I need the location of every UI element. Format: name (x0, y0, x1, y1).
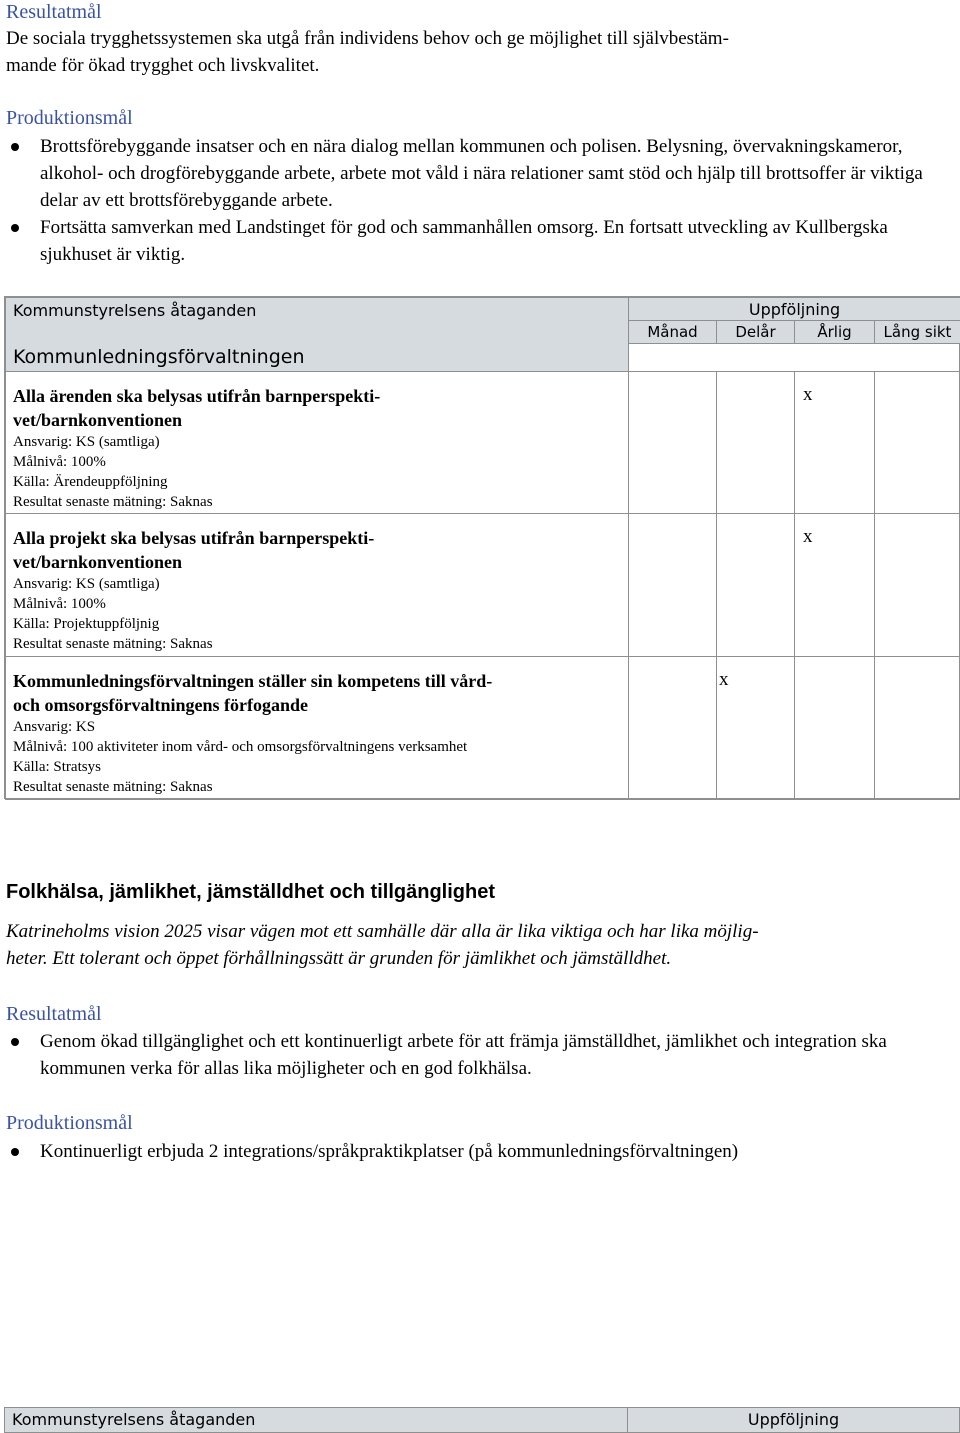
bullet-icon (11, 143, 19, 151)
row-resultat: Resultat senaste mätning: Saknas (13, 494, 213, 510)
row-ansvarig: Ansvarig: KS (samtliga) (13, 434, 160, 450)
column-header-manad: Månad (628, 320, 717, 344)
row-resultat: Resultat senaste mätning: Saknas (13, 779, 213, 795)
bullet-icon (11, 224, 19, 232)
table-row: Kommunledningsförvaltningen ställer sin kompetens till vård- och omsorgsförvaltningens förfogande Ansvarig: KS Målnivå: 100 aktiviteter inom vård- och omsorgsförvaltningens verksamhet Källa: Stratsys Resultat senaste mätning: Saknas (5, 656, 629, 800)
list-item: Kontinuerligt erbjuda 2 integrations/språkpraktikplatser (på kommunledningsförvaltningen) (6, 1138, 941, 1165)
x-mark: x (803, 526, 813, 547)
list-item: Brottsförebyggande insatser och en nära dialog mellan kommunen och polisen. Belysning, övervakningskameror, alkohol- och drogförebyggande arbete, arbete mot våld i nära relationer samt stöd och hjälp till brottsoffer är viktiga delar av ett brottsförebyggande arbete. (6, 133, 941, 214)
header-kommunledningsforvaltningen: Kommunledningsförvaltningen (13, 346, 305, 368)
row-kalla: Källa: Stratsys (13, 759, 101, 775)
row-kalla: Källa: Ärendeuppföljning (13, 474, 168, 490)
row-mark-cell (716, 656, 795, 800)
table-header-left (5, 297, 629, 372)
header-kommunstyrelsens-ataganden-2: Kommunstyrelsens åtaganden (12, 1410, 256, 1429)
produktionsmal-list (6, 133, 941, 268)
column-header-delar: Delår (716, 320, 795, 344)
resultatmal-list (6, 1028, 941, 1082)
resultatmal-text-line1: De sociala trygghetssystemen ska utgå från individens behov och ge möjlighet till självbestäm- (6, 28, 729, 49)
produktionsmal-heading: Produktionsmål (6, 107, 133, 129)
list-item: Genom ökad tillgänglighet och ett kontinuerligt arbete för att främja jämställdhet, jämlikhet och integration ska kommunen verka för allas lika möjligheter och en god folkhälsa. (6, 1028, 941, 1082)
vision-text: Katrineholms vision 2025 visar vägen mot ett samhälle där alla är lika viktiga och har lika möjlig- heter. Ett tolerant och öppet förhållningssätt är grunden för jämlikhet och jämställdhet. (6, 921, 759, 969)
resultatmal-text (6, 25, 946, 79)
column-header-lang-sikt: Lång sikt (874, 320, 960, 344)
row-malniva: Målnivå: 100 aktiviteter inom vård- och omsorgsförvaltningens verksamhet (13, 739, 468, 755)
row-title: Alla ärenden ska belysas utifrån barnperspekti- (13, 386, 381, 406)
resultatmal-heading-2: Resultatmål (6, 1003, 102, 1025)
row-ansvarig: Ansvarig: KS (13, 719, 96, 735)
section-title-folkhalsa: Folkhälsa, jämlikhet, jämställdhet och tillgänglighet (6, 881, 495, 903)
header-kommunstyrelsens-ataganden: Kommunstyrelsens åtaganden (13, 301, 257, 320)
list-item: Fortsätta samverkan med Landstinget för god och sammanhållen omsorg. En fortsatt utveckling av Kullbergska sjukhuset är viktig. (6, 214, 941, 268)
column-header-arlig: Årlig (794, 320, 875, 344)
row-mark-cell (794, 371, 875, 514)
row-title: Kommunledningsförvaltningen ställer sin kompetens till vård- (13, 671, 493, 691)
bullet-icon (11, 1148, 19, 1156)
row-resultat: Resultat senaste mätning: Saknas (13, 636, 213, 652)
row-malniva: Målnivå: 100% (13, 454, 106, 470)
produktionsmal-heading-2: Produktionsmål (6, 1112, 133, 1134)
uppfoljning-label-2: Uppföljning (747, 1410, 840, 1429)
row-mark-cell (794, 513, 875, 657)
ataganden-table (4, 296, 960, 799)
bullet-icon (11, 1038, 19, 1046)
table2-header-right (627, 1407, 960, 1433)
resultatmal-heading: Resultatmål (6, 1, 102, 23)
table-row: Alla ärenden ska belysas utifrån barnperspekti- vet/barnkonventionen Ansvarig: KS (samtliga) Målnivå: 100% Källa: Ärendeuppföljning Resultat senaste mätning: Saknas (5, 371, 629, 514)
ataganden-table-2 (4, 1407, 960, 1432)
produktionsmal-list-2 (6, 1138, 941, 1165)
table-row: Alla projekt ska belysas utifrån barnperspekti- vet/barnkonventionen Ansvarig: KS (samtliga) Målnivå: 100% Källa: Projektuppföljnig Resultat senaste mätning: Saknas (5, 513, 629, 657)
x-mark: x (719, 669, 729, 690)
row-malniva: Målnivå: 100% (13, 596, 106, 612)
table2-header-left (4, 1407, 628, 1433)
resultatmal-text-line2: mande för ökad trygghet och livskvalitet. (6, 55, 320, 76)
row-kalla: Källa: Projektuppföljnig (13, 616, 160, 632)
uppfoljning-label: Uppföljning (748, 300, 841, 319)
table-header-uppfoljning (628, 297, 960, 321)
row-title: Alla projekt ska belysas utifrån barnperspekti- (13, 528, 375, 548)
row-ansvarig: Ansvarig: KS (samtliga) (13, 576, 160, 592)
x-mark: x (803, 384, 813, 405)
